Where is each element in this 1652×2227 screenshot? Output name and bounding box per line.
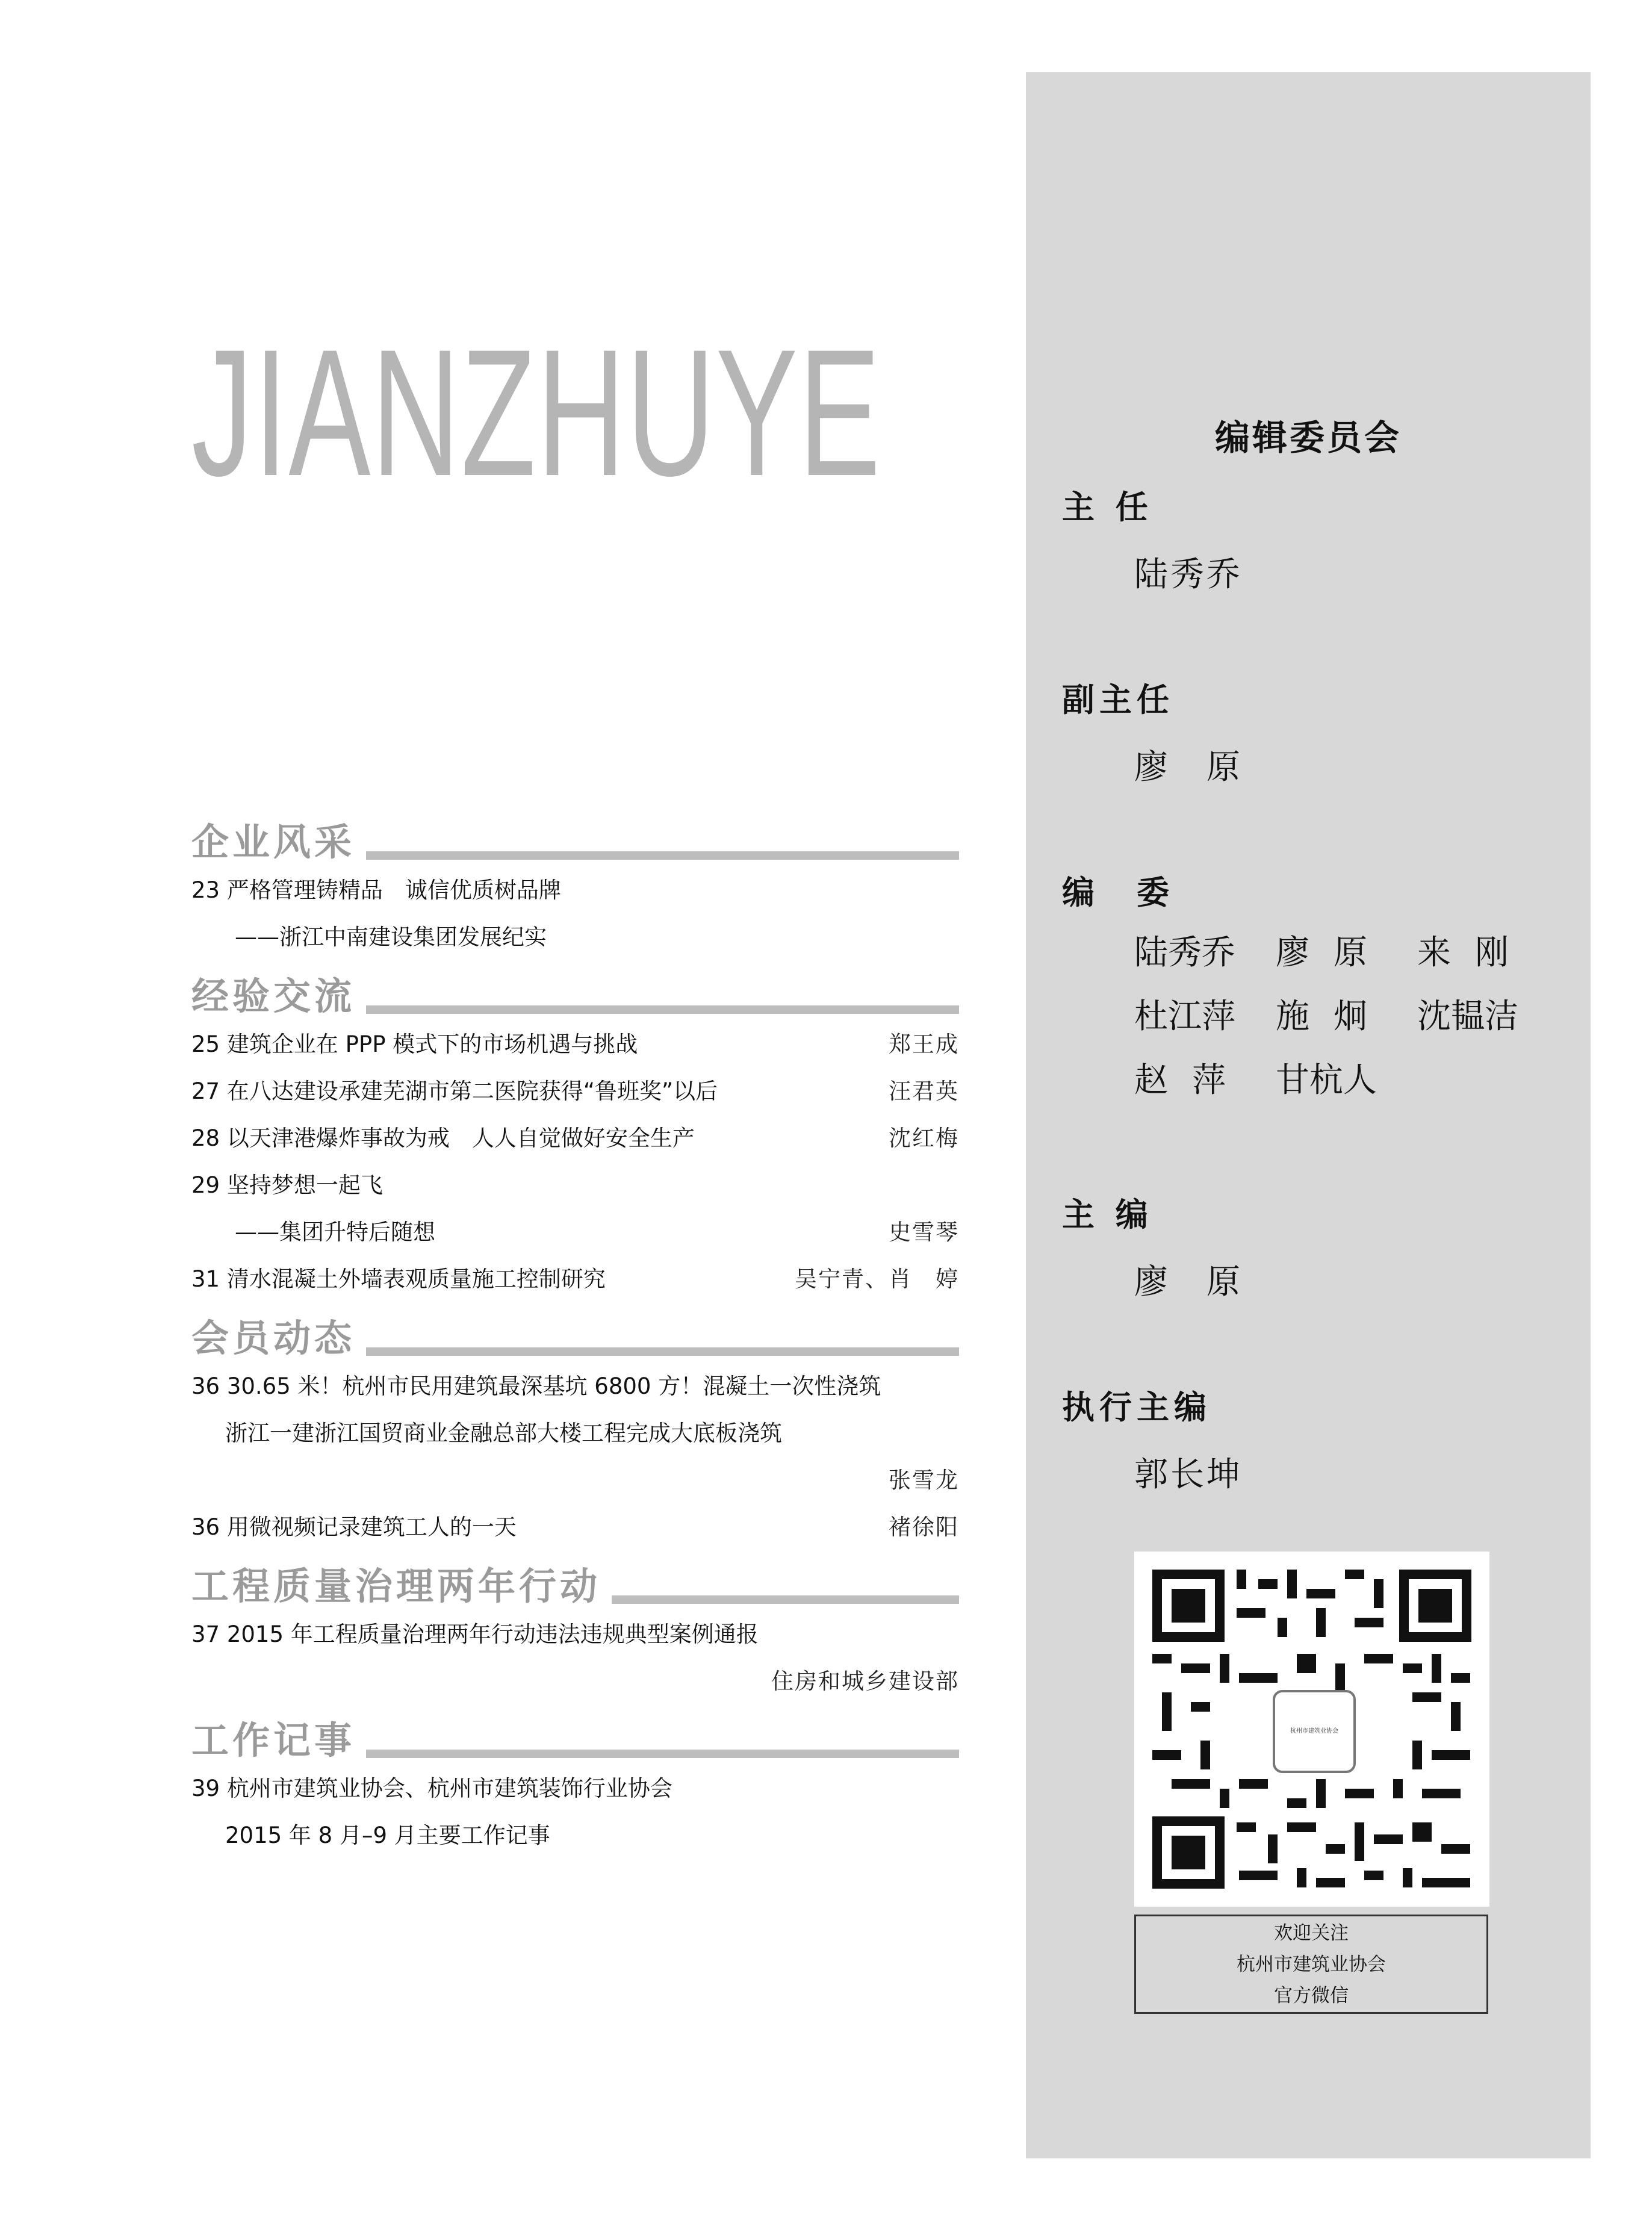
masthead-logo-text: JIANZHUYE [191, 311, 881, 514]
members-label: 编 委 [1062, 874, 1174, 912]
toc-entry-title: 25 建筑企业在 PPP 模式下的市场机遇与挑战 [191, 1031, 638, 1057]
toc-entry[interactable] [191, 1021, 959, 1068]
qr-code[interactable] [1134, 1551, 1489, 1907]
toc-entry-author: 史雪琴 [889, 1219, 959, 1245]
toc-section-heading [191, 1314, 959, 1363]
toc-entry[interactable] [191, 1162, 959, 1209]
section-label: 会员动态 [191, 1314, 366, 1363]
toc-entry-continuation[interactable] [191, 1812, 959, 1859]
table-of-contents [191, 807, 959, 1859]
toc-section-heading [191, 818, 959, 867]
toc-entry[interactable] [191, 1068, 959, 1115]
toc-entry-title: 浙江一建浙江国贸商业金融总部大楼工程完成大底板浇筑 [225, 1420, 782, 1446]
toc-entry[interactable] [191, 1115, 959, 1162]
member-name: 杜江萍 [1134, 997, 1235, 1036]
toc-entry-title: 23 严格管理铸精品 诚信优质树品牌 [191, 877, 561, 903]
toc-entry-title: 37 2015 年工程质量治理两年行动违法违规典型案例通报 [191, 1621, 759, 1647]
member-name: 来刚 [1417, 933, 1533, 972]
member-name: 赵萍 [1134, 1061, 1250, 1100]
toc-entry-title: 2015 年 8 月–9 月主要工作记事 [225, 1822, 550, 1848]
toc-entry-subtitle[interactable] [191, 1209, 959, 1256]
toc-entry-title: 27 在八达建设承建芜湖市第二医院获得“鲁班奖”以后 [191, 1078, 718, 1104]
toc-entry-title: ——集团升特后随想 [235, 1219, 435, 1245]
member-row [1134, 918, 1559, 982]
qr-caption-line: 欢迎关注 [1274, 1922, 1349, 1944]
toc-entry-title: 36 用微视频记录建筑工人的一天 [191, 1514, 517, 1540]
qr-caption-line: 官方微信 [1274, 1984, 1349, 2007]
member-row [1134, 1046, 1559, 1110]
director-label: 主 任 [1062, 488, 1153, 526]
board-title: 编辑委员会 [1214, 417, 1402, 458]
executive-editor-name: 郭长坤 [1134, 1455, 1243, 1494]
section-label: 工作记事 [191, 1716, 366, 1765]
toc-entry-title: 28 以天津港爆炸事故为戒 人人自觉做好安全生产 [191, 1125, 695, 1151]
editorial-board-panel [1026, 72, 1591, 2158]
toc-entry[interactable] [191, 867, 959, 914]
toc-entry-author: 吴宁青、肖 婷 [795, 1266, 959, 1292]
section-label: 经验交流 [191, 972, 366, 1021]
toc-entry-author-line [191, 1658, 959, 1705]
qr-center-logo [1273, 1690, 1356, 1773]
qr-caption-line: 杭州市建筑业协会 [1237, 1953, 1386, 1975]
toc-entry-author: 沈红梅 [889, 1125, 959, 1151]
toc-entry[interactable] [191, 1611, 959, 1658]
toc-section-heading [191, 972, 959, 1021]
toc-entry-author: 张雪龙 [889, 1467, 959, 1493]
toc-entry-title: 36 30.65 米！杭州市民用建筑最深基坑 6800 方！混凝土一次性浇筑 [191, 1373, 881, 1399]
executive-editor-label: 执行主编 [1062, 1388, 1211, 1426]
toc-entry-author: 住房和城乡建设部 [771, 1668, 959, 1694]
member-row [1134, 982, 1559, 1046]
member-name: 施炯 [1276, 997, 1391, 1036]
toc-entry-title: 31 清水混凝土外墙表观质量施工控制研究 [191, 1266, 606, 1292]
toc-entry[interactable] [191, 1765, 959, 1812]
section-label: 工程质量治理两年行动 [191, 1562, 612, 1611]
toc-entry-title: 39 杭州市建筑业协会、杭州市建筑装饰行业协会 [191, 1775, 672, 1801]
section-label: 企业风采 [191, 818, 366, 867]
toc-entry[interactable] [191, 1256, 959, 1303]
toc-entry-subtitle[interactable] [191, 914, 959, 961]
editor-name: 廖 原 [1134, 1263, 1243, 1302]
director-name: 陆秀乔 [1134, 555, 1243, 594]
toc-entry-continuation[interactable] [191, 1410, 959, 1457]
toc-entry-author: 褚徐阳 [889, 1514, 959, 1540]
toc-entry-author: 郑王成 [889, 1031, 959, 1057]
qr-caption-box [1134, 1915, 1488, 2014]
qr-center-label: 杭州市建筑业协会 [1290, 1728, 1338, 1735]
member-name: 甘杭人 [1276, 1061, 1377, 1100]
toc-entry[interactable] [191, 1363, 959, 1410]
toc-section-heading [191, 1716, 959, 1765]
toc-entry-author-line [191, 1457, 959, 1504]
deputy-director-label: 副主任 [1062, 681, 1174, 719]
toc-entry-author: 汪君英 [889, 1078, 959, 1104]
deputy-director-name: 廖 原 [1134, 748, 1243, 787]
member-name: 陆秀乔 [1134, 933, 1235, 972]
board-members [1134, 918, 1559, 1110]
member-name: 沈韫洁 [1417, 997, 1518, 1036]
toc-section-heading [191, 1562, 959, 1611]
toc-entry-title: 29 坚持梦想一起飞 [191, 1172, 383, 1198]
toc-entry-title: ——浙江中南建设集团发展纪实 [235, 924, 547, 950]
editor-label: 主 编 [1062, 1196, 1153, 1234]
masthead-logo [191, 301, 956, 524]
toc-entry[interactable] [191, 1504, 959, 1551]
member-name: 廖原 [1276, 933, 1391, 972]
